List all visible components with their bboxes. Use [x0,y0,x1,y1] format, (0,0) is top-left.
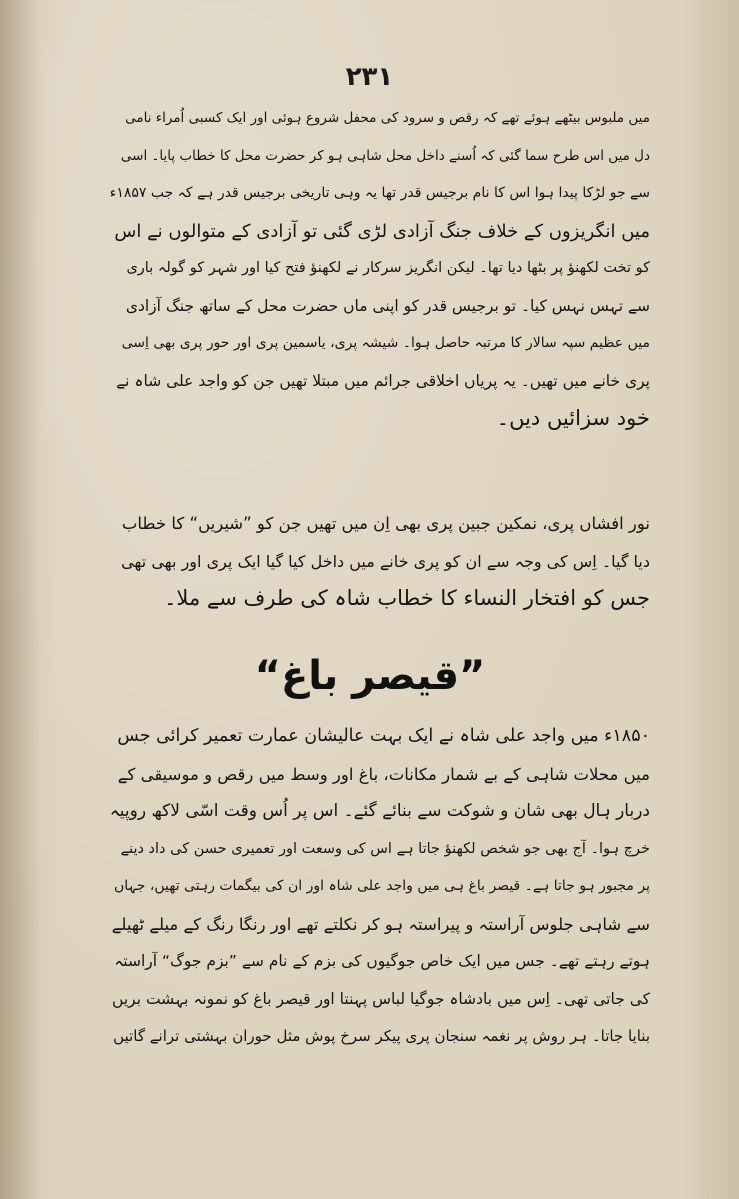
text-line: خرچ ہوا۔ آج بھی جو شخص لکھنؤ جاتا ہے اس کی وسعت اور تعمیری حسن کی داد دینے [120,840,650,857]
text-line: کو تخت لکھنؤ پر بٹھا دیا تھا۔ لیکن انگریز سرکار نے لکھنؤ فتح کیا اور شہر کو گولہ باری [126,260,650,276]
text-line: میں محلات شاہی کے بے شمار مکانات، باغ اور وسط میں رقص و موسیقی کے [117,764,650,784]
text-line: ۱۸۵۰ء میں واجد علی شاہ نے ایک بہت عالیشان عمارت تعمیر کرائی جس [117,726,650,746]
paragraph-2 [110,505,650,618]
paragraph-3 [110,718,650,1056]
text-line: پر مجبور ہو جاتا ہے۔ قیصر باغ ہی میں واجد علی شاہ اور ان کی بیگمات رہتی تھیں، جہاں [114,878,650,894]
text-line: پری خانے میں تھیں۔ یہ پریاں اخلاقی جرائم میں مبتلا تھیں جن کو واجد علی شاہ نے [116,371,650,390]
text-line: سے تہس نہس کیا۔ تو برجیس قدر کو اپنی ماں حضرت محل کے ساتھ جنگ آزادی [125,296,650,315]
text-line: سے جو لڑکا پیدا ہوا اس کا نام برجیس قدر تھا یہ وہی تاریخی برجیس قدر ہے کہ جب ۱۸۵۷ء [110,185,650,201]
text-line: بنایا جاتا۔ ہر روش پر نغمہ سنجان پری پیکر سرخ پوش مثل حوران بہشتی ترانے گاتیں [113,1027,650,1045]
text-line: کی جاتی تھی۔ اِس میں بادشاہ جوگیا لباس پہنتا اور قیصر باغ کو نمونہ بہشت بریں [112,989,650,1008]
text-line: دربار ہال بھی شان و شوکت سے بنائے گئے۔ اس پر اُس وقت اسّی لاکھ روپیہ [110,801,650,821]
text-line: دیا گیا۔ اِس کی وجہ سے ان کو پری خانے میں داخل کیا گیا ایک پری اور بھی تھی [121,551,650,571]
page-number: ۲۳۱ [345,62,394,92]
paragraph-1 [110,100,650,438]
text-line: دل میں اس طرح سما گئی کہ اُسنے داخل محل شاہی ہو کر حضرت محل کا خطاب پایا۔ اسی [120,147,650,164]
page-spine-shadow [0,0,40,1199]
text-line: خود سزائیں دیں۔ [496,406,650,430]
text-line: میں ملبوس بیٹھے ہوئے تھے کہ رقص و سرود کی محفل شروع ہوئی اور ایک کسبی اُمراء نامی [125,110,650,126]
section-heading: ”قیصر باغ“ [254,653,486,699]
text-line: میں انگریزوں کے خلاف جنگ آزادی لڑی گئی تو آزادی کے متوالوں نے اس [114,220,650,242]
text-line: ہوتے رہتے تھے۔ جس میں ایک خاص جوگیوں کی بزم کے نام سے ”بزم جوگ“ آراستہ [114,952,650,970]
text-line: جس کو افتخار النساء کا خطاب شاہ کی طرف سے ملا۔ [164,586,650,610]
text-line: سے شاہی جلوس آراستہ و پیراستہ ہو کر نکلتے تھے اور رنگا رنگ کے میلے ٹھیلے [111,914,650,934]
text-line: نور افشاں پری، نمکین جبین پری بھی اِن میں تھیں جن کو ”شیریں“ کا خطاب [121,514,650,533]
text-line: میں عظیم سپہ سالار کا مرتبہ حاصل ہوا۔ شیشہ پری، یاسمین پری اور حور پری بھی اِسی [121,335,650,351]
